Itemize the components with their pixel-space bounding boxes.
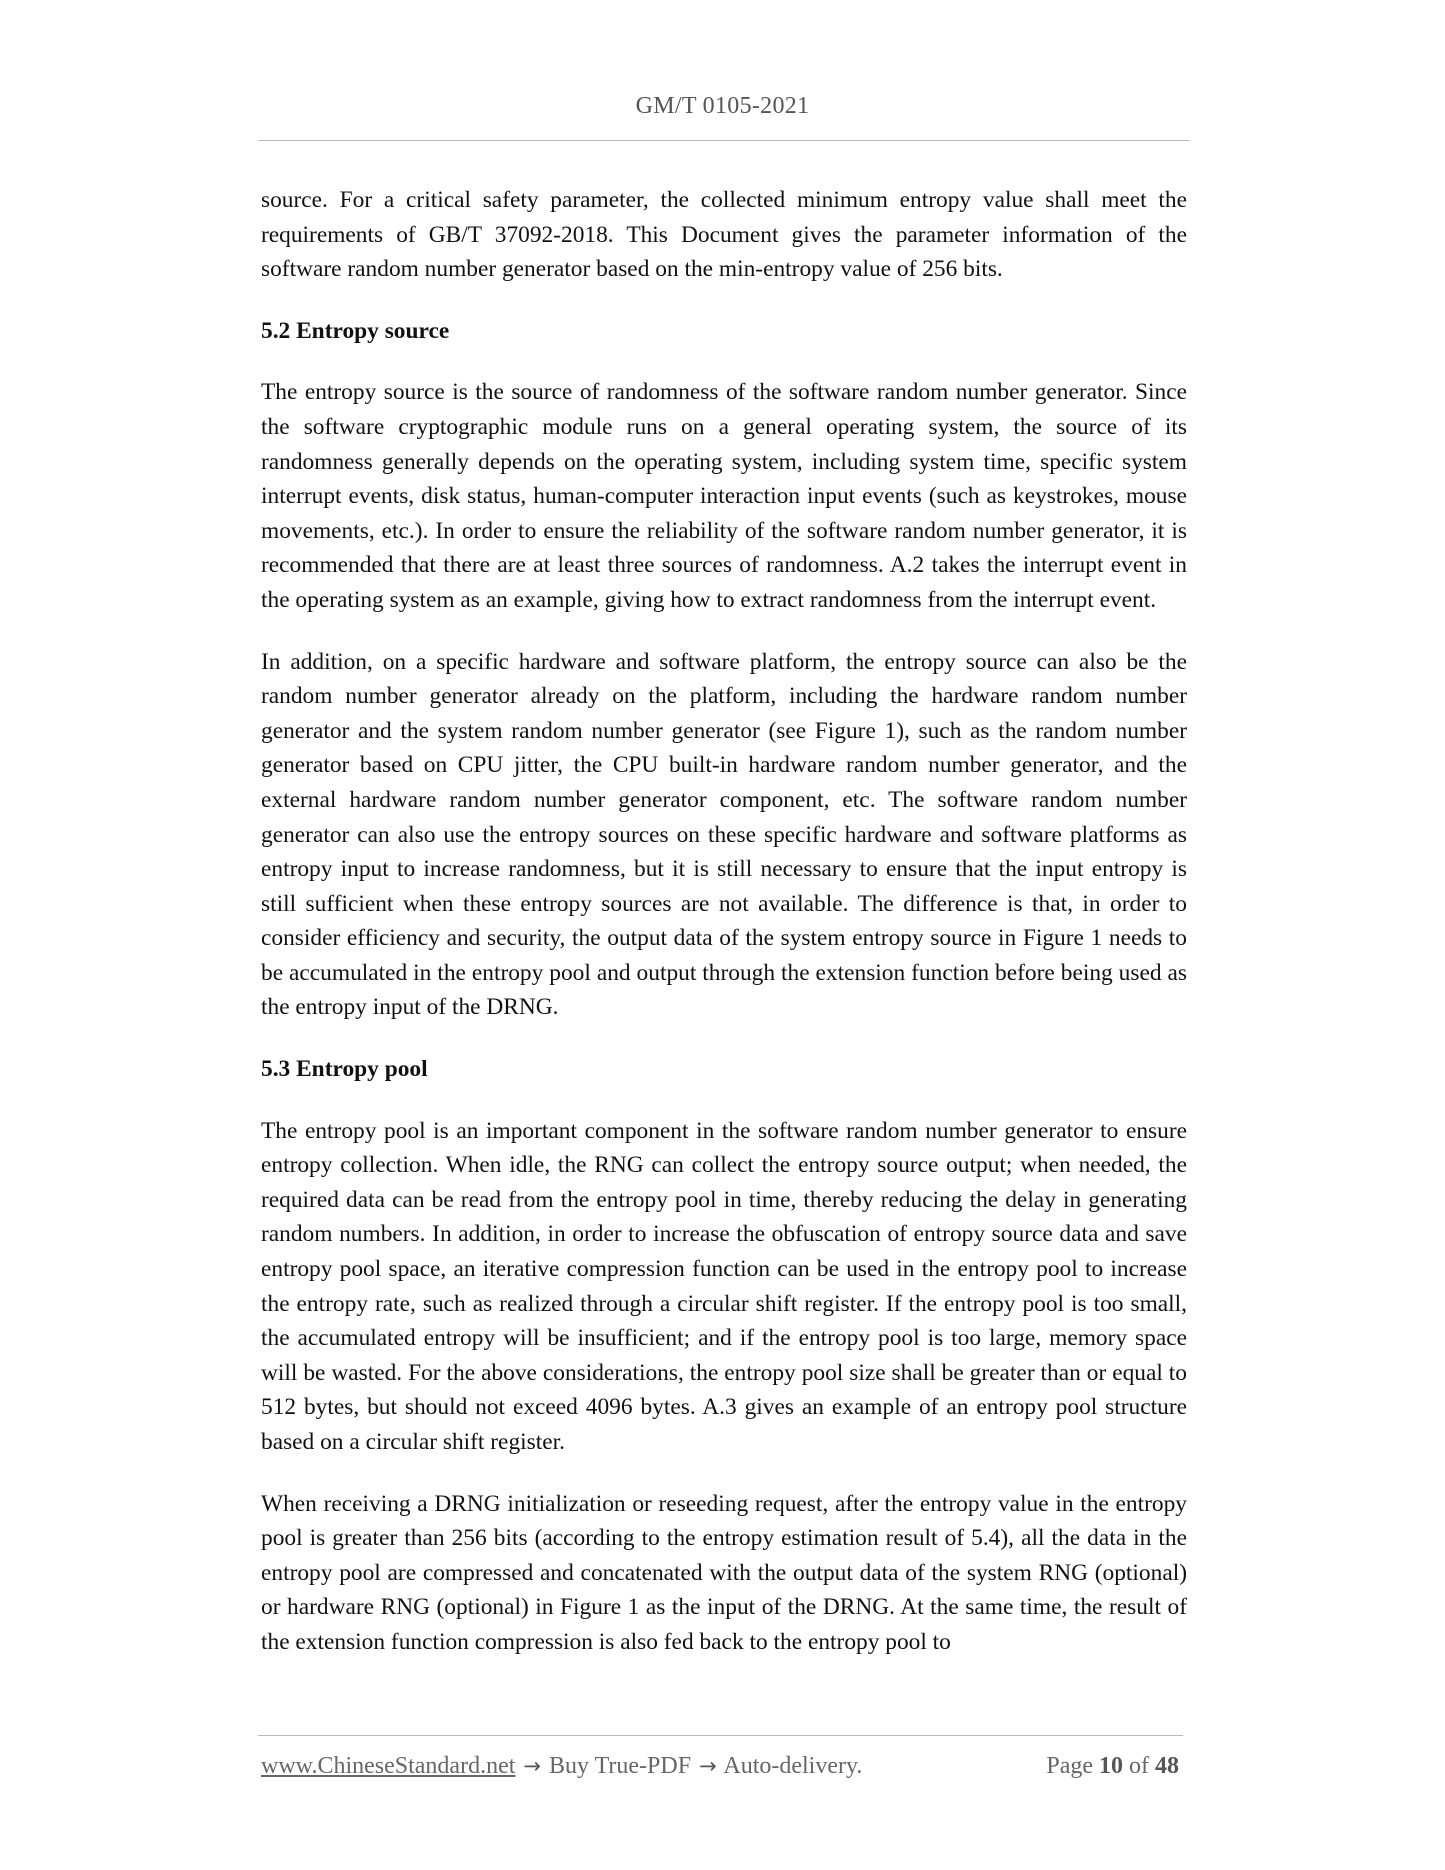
auto-delivery-text: Auto-delivery. [723, 1753, 863, 1779]
page-header-doc-id: GM/T 0105-2021 [635, 93, 810, 119]
paragraph-entropy-source-platform: In addition, on a specific hardware and software platform, the entropy source can also be the random number generator already on the platform, including the hardware random number generator and the system random number generator (see Figure 1), such as the random number generator based on CPU jitter, the CPU built-in hardware random number generator, and the external hardware random number generator component, etc. The software random number generator can also use the entropy sources on these specific hardware and software platforms as entropy input to increase randomness, but it is still necessary to ensure that the input entropy is still sufficient when these entropy sources are not available. The difference is that, in order to consider efficiency and security, the output data of the system entropy source in Figure 1 needs to be accumulated in the entropy pool and output through the extension function before being used as the entropy input of the DRNG. [261, 648, 1187, 1021]
paragraph-intro-continuation: source. For a critical safety parameter, the collected minimum entropy value shall meet the requirements of GB/T 37092-2018. This Document gives the parameter information of the software random number generator based on the min-entropy value of 256 bits. [261, 187, 1187, 283]
section-heading-5-3: 5.3 Entropy pool [261, 1056, 428, 1083]
document-body [261, 183, 1187, 1687]
site-link[interactable]: www.ChineseStandard.net [261, 1753, 516, 1779]
page-current: 10 [1099, 1753, 1123, 1779]
paragraph-drng-reseed: When receiving a DRNG initialization or reseeding request, after the entropy value in the entropy pool is greater than 256 bits (according to the entropy estimation result of 5.4), all the data in the entropy pool are compressed and concatenated with the output data of the system RNG (optional) or hardware RNG (optional) in Figure 1 as the input of the DRNG. At the same time, the result of the extension function compression is also fed back to the entropy pool to [261, 1490, 1187, 1655]
page-number [1046, 1753, 1179, 1780]
footer-promo [261, 1753, 862, 1780]
header-divider [258, 140, 1190, 141]
right-arrow-icon: → [699, 1754, 717, 1778]
page-label: Page [1046, 1753, 1093, 1779]
buy-pdf-text: Buy True-PDF [549, 1753, 692, 1779]
paragraph-entropy-pool: The entropy pool is an important component in the software random number generator to ensure entropy collection. When idle, the RNG can collect the entropy source output; when needed, the required data can be read from the entropy pool in time, thereby reducing the delay in generating random numbers. In addition, in order to increase the obfuscation of entropy source data and save entropy pool space, an iterative compression function can be used in the entropy pool to increase the entropy rate, such as realized through a circular shift register. If the entropy pool is too small, the accumulated entropy will be insufficient; and if the entropy pool is too large, memory space will be wasted. For the above considerations, the entropy pool size shall be greater than or equal to 512 bytes, but should not exceed 4096 bytes. A.3 gives an example of an entropy pool structure based on a circular shift register. [261, 1117, 1187, 1455]
section-heading-5-2: 5.2 Entropy source [261, 317, 450, 344]
page-total: 48 [1155, 1753, 1179, 1779]
page-of-label: of [1129, 1753, 1149, 1779]
footer-divider [258, 1735, 1183, 1736]
right-arrow-icon: → [523, 1754, 541, 1778]
paragraph-entropy-source: The entropy source is the source of randomness of the software random number generator. Since the software cryptographic module runs on a general operating system, the source of its randomness generally depends on the operating system, including system time, specific system interrupt events, disk status, human-computer interaction input events (such as keystrokes, mouse movements, etc.). In order to ensure the reliability of the software random number generator, it is recommended that there are at least three sources of randomness. A.2 takes the interrupt event in the operating system as an example, giving how to extract randomness from the interrupt event. [261, 379, 1187, 613]
